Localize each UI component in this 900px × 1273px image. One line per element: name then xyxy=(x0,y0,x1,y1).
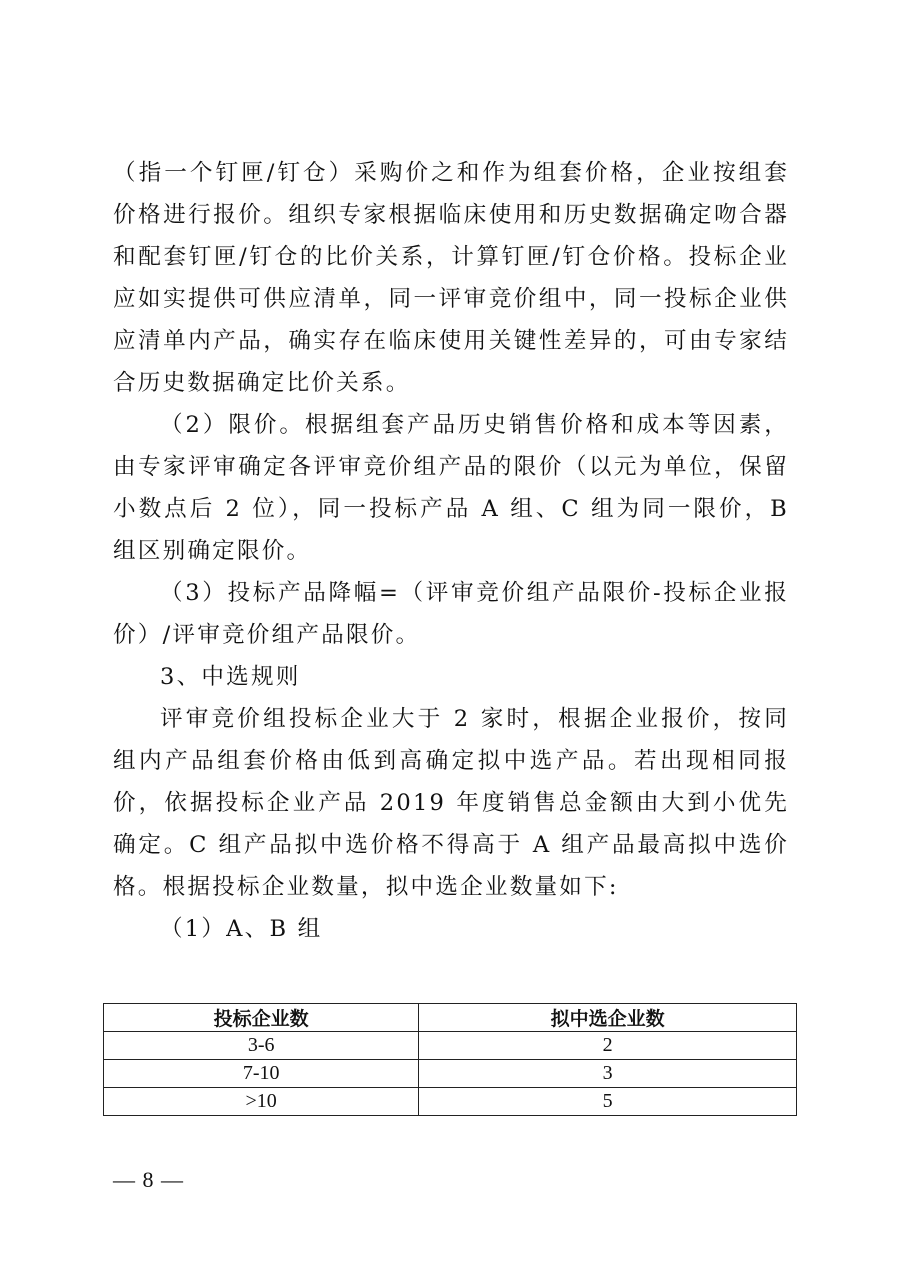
table-cell: 3 xyxy=(419,1060,797,1088)
column-header-selected: 拟中选企业数 xyxy=(419,1004,797,1032)
section-heading-selection-rules: 3、中选规则 xyxy=(160,664,301,690)
table-cell: 7-10 xyxy=(104,1060,419,1088)
table-cell: 5 xyxy=(419,1088,797,1116)
paragraph-price-limit: （2）限价。根据组套产品历史销售价格和成本等因素，由专家评审确定各评审竞价组产品的限价（以元为单位，保留小数点后 2 位），同一投标产品 A 组、C 组为同一限价，B 组区别确定限价。 xyxy=(113,412,789,564)
subheading-group-ab: （1）A、B 组 xyxy=(160,916,323,942)
paragraph-price-reduction: （3）投标产品降幅=（评审竞价组产品限价-投标企业报价）/评审竞价组产品限价。 xyxy=(113,580,789,648)
table-cell: 2 xyxy=(419,1032,797,1060)
paragraph-continuation: （指一个钉匣/钉仓）采购价之和作为组套价格，企业按组套价格进行报价。组织专家根据临床使用和历史数据确定吻合器和配套钉匣/钉仓的比价关系，计算钉匣/钉仓价格。投标企业应如实提供可供应清单，同一评审竞价组中，同一投标企业供应清单内产品，确实存在临床使用关键性差异的，可由专家结合历史数据确定比价关系。 xyxy=(113,160,789,396)
table-row xyxy=(104,1032,797,1060)
page-number: — 8 — xyxy=(113,1167,184,1192)
body-text xyxy=(113,152,789,950)
column-header-bidders: 投标企业数 xyxy=(104,1004,419,1032)
table-header-row xyxy=(104,1004,797,1032)
table-row xyxy=(104,1088,797,1116)
selection-table xyxy=(103,1003,797,1116)
table-cell: 3-6 xyxy=(104,1032,419,1060)
table-row xyxy=(104,1060,797,1088)
paragraph-selection-rules: 评审竞价组投标企业大于 2 家时，根据企业报价，按同组内产品组套价格由低到高确定拟中选产品。若出现相同报价，依据投标企业产品 2019 年度销售总金额由大到小优先确定。C 组产品拟中选价格不得高于 A 组产品最高拟中选价格。根据投标企业数量，拟中选企业数量如下: xyxy=(113,706,789,900)
table-cell: >10 xyxy=(104,1088,419,1116)
